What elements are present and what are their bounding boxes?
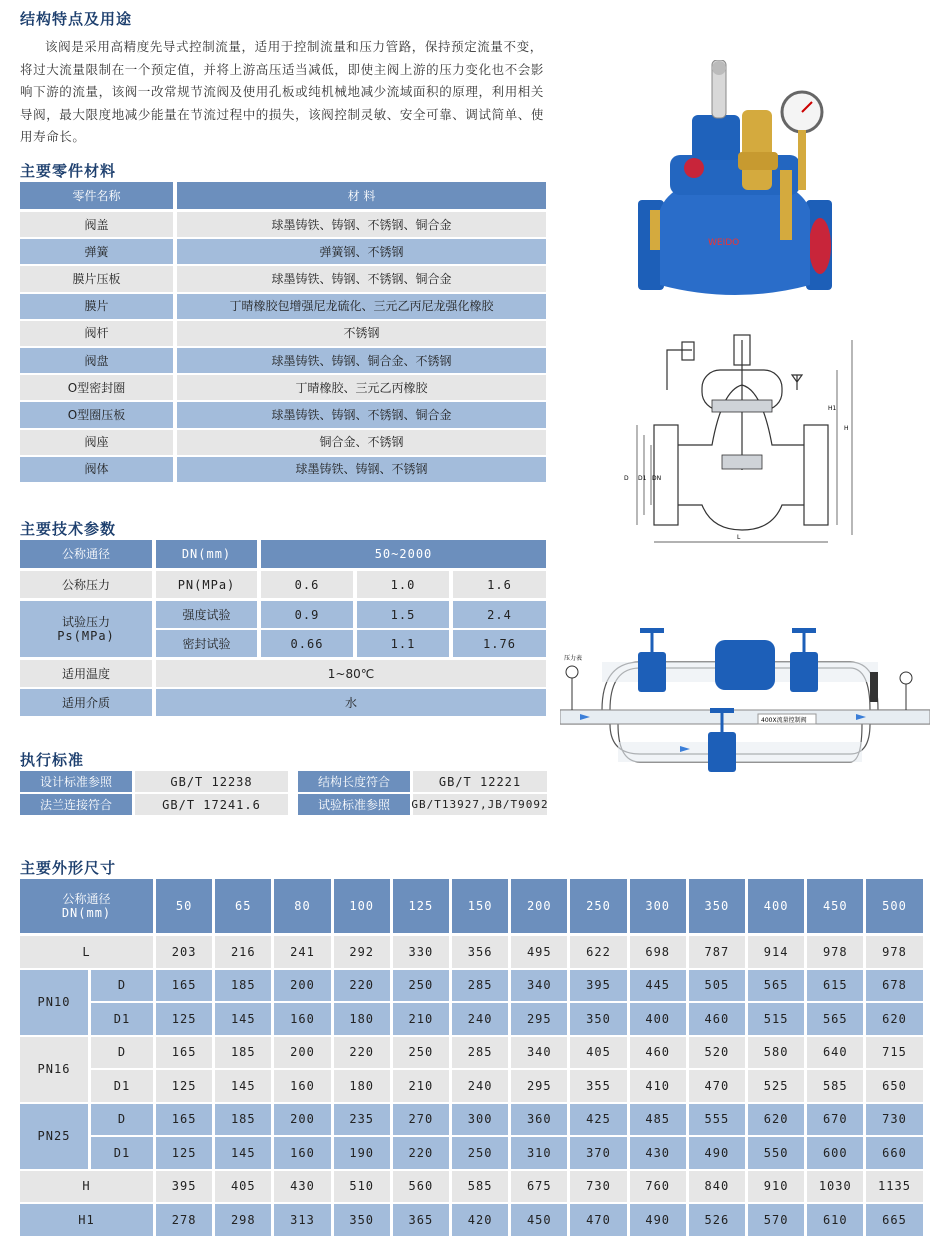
dims-dn-value: 450 bbox=[807, 879, 863, 933]
tech-table bbox=[20, 540, 546, 716]
dims-value: 145 bbox=[215, 1070, 271, 1102]
dims-value: 420 bbox=[452, 1204, 508, 1236]
dims-value: 495 bbox=[511, 936, 567, 968]
dims-value: 350 bbox=[334, 1204, 390, 1236]
dims-value: 470 bbox=[570, 1204, 626, 1236]
dims-value: 1135 bbox=[866, 1171, 922, 1203]
dims-value: 200 bbox=[274, 1037, 330, 1069]
dims-dn-value: 150 bbox=[452, 879, 508, 933]
dims-value: 622 bbox=[570, 936, 626, 968]
dims-table bbox=[20, 879, 924, 1235]
dims-dn-value: 350 bbox=[689, 879, 745, 933]
dims-row-label: H bbox=[20, 1171, 153, 1203]
dims-value: 292 bbox=[334, 936, 390, 968]
dim-label-h1: H1 bbox=[828, 405, 837, 412]
materials-title: 主要零件材料 bbox=[20, 162, 117, 180]
dim-label-l: L bbox=[737, 534, 741, 541]
dims-value: 298 bbox=[215, 1204, 271, 1236]
dims-dn-value: 500 bbox=[866, 879, 922, 933]
dims-value: 300 bbox=[452, 1104, 508, 1136]
dims-dn-value: 200 bbox=[511, 879, 567, 933]
dims-row-label: L bbox=[20, 936, 153, 968]
tech-temp-label: 适用温度 bbox=[20, 660, 152, 687]
dims-value: 730 bbox=[866, 1104, 922, 1136]
dims-value: 405 bbox=[570, 1037, 626, 1069]
material-part-name: 阀盘 bbox=[20, 348, 173, 373]
dims-dn-value: 100 bbox=[334, 879, 390, 933]
dims-sub-label: D bbox=[91, 970, 153, 1002]
dims-value: 240 bbox=[452, 1003, 508, 1035]
dims-value: 978 bbox=[807, 936, 863, 968]
dims-value: 160 bbox=[274, 1137, 330, 1169]
dims-value: 370 bbox=[570, 1137, 626, 1169]
tech-test-pressure-label: 试验压力 bbox=[61, 615, 110, 629]
dims-value: 210 bbox=[393, 1070, 449, 1102]
material-value: 丁晴橡胶、三元乙丙橡胶 bbox=[177, 375, 546, 400]
dims-value: 620 bbox=[866, 1003, 922, 1035]
dims-value: 125 bbox=[156, 1137, 212, 1169]
dims-value: 185 bbox=[215, 1104, 271, 1136]
dims-sub-label: D1 bbox=[91, 1003, 153, 1035]
dims-value: 340 bbox=[511, 1037, 567, 1069]
dims-value: 450 bbox=[511, 1204, 567, 1236]
material-value: 铜合金、不锈钢 bbox=[177, 430, 546, 455]
material-part-name: 弹簧 bbox=[20, 239, 173, 264]
dims-value: 787 bbox=[689, 936, 745, 968]
dims-value: 760 bbox=[630, 1171, 686, 1203]
dims-dn-value: 65 bbox=[215, 879, 271, 933]
dims-value: 460 bbox=[689, 1003, 745, 1035]
dims-value: 165 bbox=[156, 1104, 212, 1136]
dims-value: 405 bbox=[215, 1171, 271, 1203]
dims-value: 278 bbox=[156, 1204, 212, 1236]
dims-value: 295 bbox=[511, 1003, 567, 1035]
standard-value: GB/T 17241.6 bbox=[135, 794, 288, 815]
dims-value: 600 bbox=[807, 1137, 863, 1169]
dims-value: 285 bbox=[452, 970, 508, 1002]
standard-value: GB/T 12238 bbox=[135, 771, 288, 792]
dims-value: 550 bbox=[748, 1137, 804, 1169]
material-value: 丁晴橡胶包增强尼龙硫化、三元乙丙尼龙强化橡胶 bbox=[177, 294, 546, 319]
dims-value: 200 bbox=[274, 1104, 330, 1136]
dims-group-label: PN25 bbox=[20, 1104, 88, 1169]
material-part-name: 阀座 bbox=[20, 430, 173, 455]
dims-value: 430 bbox=[274, 1171, 330, 1203]
tech-pn-value: 1.0 bbox=[357, 571, 449, 598]
dims-value: 356 bbox=[452, 936, 508, 968]
dims-value: 615 bbox=[807, 970, 863, 1002]
material-part-name: 膜片压板 bbox=[20, 266, 173, 291]
material-value: 不锈钢 bbox=[177, 321, 546, 346]
tech-seal-value: 1.1 bbox=[357, 630, 449, 657]
dims-header-unit: DN(mm) bbox=[61, 906, 112, 920]
standard-value: GB/T 12221 bbox=[413, 771, 547, 792]
tech-seal-label: 密封试验 bbox=[156, 630, 257, 657]
tech-pn-value: 1.6 bbox=[453, 571, 546, 598]
dims-dn-value: 80 bbox=[274, 879, 330, 933]
dims-value: 330 bbox=[393, 936, 449, 968]
dims-value: 510 bbox=[334, 1171, 390, 1203]
dims-value: 355 bbox=[570, 1070, 626, 1102]
dims-value: 620 bbox=[748, 1104, 804, 1136]
dims-value: 470 bbox=[689, 1070, 745, 1102]
material-value: 球墨铸铁、铸钢、铜合金、不锈钢 bbox=[177, 348, 546, 373]
dims-value: 125 bbox=[156, 1070, 212, 1102]
dims-value: 670 bbox=[807, 1104, 863, 1136]
dims-value: 400 bbox=[630, 1003, 686, 1035]
material-part-name: 阀体 bbox=[20, 457, 173, 482]
standards-table bbox=[20, 771, 547, 816]
standard-value: GB/T13927,JB/T9092 bbox=[413, 794, 547, 815]
dims-value: 490 bbox=[630, 1204, 686, 1236]
dims-value: 285 bbox=[452, 1037, 508, 1069]
valve-tag: 400X流量控制阀 bbox=[761, 717, 807, 724]
dims-value: 220 bbox=[334, 970, 390, 1002]
dim-label-h: H bbox=[844, 425, 849, 432]
standards-title: 执行标准 bbox=[20, 751, 85, 769]
dims-value: 565 bbox=[748, 970, 804, 1002]
dims-value: 220 bbox=[334, 1037, 390, 1069]
tech-medium-value: 水 bbox=[156, 689, 546, 716]
tech-seal-value: 0.66 bbox=[261, 630, 353, 657]
dims-header-label: 公称通径 bbox=[62, 892, 111, 906]
dims-value: 698 bbox=[630, 936, 686, 968]
dims-value: 145 bbox=[215, 1137, 271, 1169]
dims-value: 145 bbox=[215, 1003, 271, 1035]
dims-value: 240 bbox=[452, 1070, 508, 1102]
tech-temp-value: 1~80℃ bbox=[156, 660, 546, 687]
dims-header bbox=[20, 879, 153, 933]
material-part-name: O型密封圈 bbox=[20, 375, 173, 400]
dims-value: 250 bbox=[393, 1037, 449, 1069]
dims-value: 216 bbox=[215, 936, 271, 968]
dims-value: 200 bbox=[274, 970, 330, 1002]
dims-value: 490 bbox=[689, 1137, 745, 1169]
dims-value: 910 bbox=[748, 1171, 804, 1203]
dims-value: 160 bbox=[274, 1003, 330, 1035]
tech-medium-label: 适用介质 bbox=[20, 689, 152, 716]
tech-test-pressure-unit: Ps(MPa) bbox=[57, 629, 115, 643]
dims-value: 978 bbox=[866, 936, 922, 968]
material-value: 球墨铸铁、铸钢、不锈钢、铜合金 bbox=[177, 266, 546, 291]
dims-value: 250 bbox=[393, 970, 449, 1002]
material-value: 球墨铸铁、铸钢、不锈钢、铜合金 bbox=[177, 402, 546, 427]
valve-photo bbox=[630, 60, 850, 300]
standard-label: 法兰连接符合 bbox=[20, 794, 132, 815]
material-value: 弹簧钢、不锈钢 bbox=[177, 239, 546, 264]
tech-seal-value: 1.76 bbox=[453, 630, 546, 657]
dims-value: 1030 bbox=[807, 1171, 863, 1203]
dims-value: 185 bbox=[215, 1037, 271, 1069]
tech-pressure-label: 公称压力 bbox=[20, 571, 152, 598]
dims-value: 160 bbox=[274, 1070, 330, 1102]
dims-value: 585 bbox=[807, 1070, 863, 1102]
dims-value: 210 bbox=[393, 1003, 449, 1035]
dims-value: 460 bbox=[630, 1037, 686, 1069]
dims-value: 665 bbox=[866, 1204, 922, 1236]
dims-value: 241 bbox=[274, 936, 330, 968]
dim-label-d: D bbox=[624, 475, 629, 482]
materials-table bbox=[20, 182, 546, 484]
tech-pn-value: 0.6 bbox=[261, 571, 353, 598]
material-part-name: O型圈压板 bbox=[20, 402, 173, 427]
dims-group-label: PN10 bbox=[20, 970, 88, 1035]
dims-value: 165 bbox=[156, 1037, 212, 1069]
dims-value: 715 bbox=[866, 1037, 922, 1069]
dims-value: 526 bbox=[689, 1204, 745, 1236]
dims-value: 360 bbox=[511, 1104, 567, 1136]
dims-value: 675 bbox=[511, 1171, 567, 1203]
dims-sub-label: D1 bbox=[91, 1137, 153, 1169]
material-value: 球墨铸铁、铸钢、不锈钢 bbox=[177, 457, 546, 482]
dims-value: 610 bbox=[807, 1204, 863, 1236]
dims-dn-value: 125 bbox=[393, 879, 449, 933]
dims-value: 585 bbox=[452, 1171, 508, 1203]
dims-value: 313 bbox=[274, 1204, 330, 1236]
dims-value: 395 bbox=[156, 1171, 212, 1203]
dims-value: 235 bbox=[334, 1104, 390, 1136]
dims-value: 425 bbox=[570, 1104, 626, 1136]
material-value: 球墨铸铁、铸钢、不锈钢、铜合金 bbox=[177, 212, 546, 237]
section-diagram bbox=[622, 330, 862, 550]
dims-value: 410 bbox=[630, 1070, 686, 1102]
dims-value: 365 bbox=[393, 1204, 449, 1236]
dims-value: 678 bbox=[866, 970, 922, 1002]
materials-header-material: 材 料 bbox=[177, 182, 546, 209]
dims-value: 125 bbox=[156, 1003, 212, 1035]
tech-strength-label: 强度试验 bbox=[156, 601, 257, 628]
dims-value: 340 bbox=[511, 970, 567, 1002]
tech-nominal-dia-label: 公称通径 bbox=[20, 540, 152, 568]
dims-value: 203 bbox=[156, 936, 212, 968]
dims-value: 580 bbox=[748, 1037, 804, 1069]
dims-value: 165 bbox=[156, 970, 212, 1002]
dims-value: 570 bbox=[748, 1204, 804, 1236]
dims-sub-label: D1 bbox=[91, 1070, 153, 1102]
dims-value: 640 bbox=[807, 1037, 863, 1069]
dims-value: 190 bbox=[334, 1137, 390, 1169]
dims-dn-value: 250 bbox=[570, 879, 626, 933]
dims-value: 525 bbox=[748, 1070, 804, 1102]
dims-value: 520 bbox=[689, 1037, 745, 1069]
dims-title: 主要外形尺寸 bbox=[20, 859, 117, 877]
tech-title: 主要技术参数 bbox=[20, 520, 117, 538]
dims-value: 730 bbox=[570, 1171, 626, 1203]
gauge-label: 压力表 bbox=[564, 655, 583, 662]
tech-strength-value: 2.4 bbox=[453, 601, 546, 628]
dims-value: 840 bbox=[689, 1171, 745, 1203]
dims-value: 250 bbox=[452, 1137, 508, 1169]
svg-text:WEIDO: WEIDO bbox=[708, 238, 740, 248]
installation-diagram bbox=[560, 622, 930, 772]
dims-value: 270 bbox=[393, 1104, 449, 1136]
dims-value: 445 bbox=[630, 970, 686, 1002]
dims-value: 220 bbox=[393, 1137, 449, 1169]
dims-row-label: H1 bbox=[20, 1204, 153, 1236]
material-part-name: 阀杆 bbox=[20, 321, 173, 346]
dims-value: 660 bbox=[866, 1137, 922, 1169]
tech-dn-unit: DN(mm) bbox=[156, 540, 257, 568]
tech-test-pressure bbox=[20, 601, 152, 657]
dims-group-label: PN16 bbox=[20, 1037, 88, 1102]
structure-text: 该阀是采用高精度先导式控制流量，适用于控制流量和压力管路，保持预定流量不变，将过大流量限制在一个预定值，并将上游高压适当减低，即使主阀上游的压力变化也不会影响下游的流量，该阀一改常规节流阀及使用孔板或纯机械地减少流域面积的原理，利用相关导阀，最大限度地减少能量在节流过程中的损失，该阀控制灵敏、安全可靠、调试简单、使用寿命长。 bbox=[20, 39, 545, 144]
dims-sub-label: D bbox=[91, 1104, 153, 1136]
dim-label-dn: DN bbox=[652, 475, 662, 482]
dims-value: 295 bbox=[511, 1070, 567, 1102]
dims-value: 180 bbox=[334, 1003, 390, 1035]
dims-value: 485 bbox=[630, 1104, 686, 1136]
tech-pn-unit: PN(MPa) bbox=[156, 571, 257, 598]
dims-value: 650 bbox=[866, 1070, 922, 1102]
dims-value: 310 bbox=[511, 1137, 567, 1169]
dims-value: 180 bbox=[334, 1070, 390, 1102]
dims-dn-value: 50 bbox=[156, 879, 212, 933]
tech-dn-range: 50~2000 bbox=[261, 540, 546, 568]
dims-value: 395 bbox=[570, 970, 626, 1002]
dims-value: 505 bbox=[689, 970, 745, 1002]
standard-label: 试验标准参照 bbox=[298, 794, 410, 815]
standard-label: 设计标准参照 bbox=[20, 771, 132, 792]
dims-value: 185 bbox=[215, 970, 271, 1002]
structure-title: 结构特点及用途 bbox=[20, 10, 133, 28]
dims-value: 914 bbox=[748, 936, 804, 968]
dims-value: 430 bbox=[630, 1137, 686, 1169]
materials-header-part: 零件名称 bbox=[20, 182, 173, 209]
tech-strength-value: 1.5 bbox=[357, 601, 449, 628]
dims-value: 560 bbox=[393, 1171, 449, 1203]
dims-sub-label: D bbox=[91, 1037, 153, 1069]
dims-dn-value: 300 bbox=[630, 879, 686, 933]
dims-value: 515 bbox=[748, 1003, 804, 1035]
dims-value: 350 bbox=[570, 1003, 626, 1035]
material-part-name: 阀盖 bbox=[20, 212, 173, 237]
tech-strength-value: 0.9 bbox=[261, 601, 353, 628]
dims-dn-value: 400 bbox=[748, 879, 804, 933]
dims-value: 555 bbox=[689, 1104, 745, 1136]
standard-label: 结构长度符合 bbox=[298, 771, 410, 792]
dims-value: 565 bbox=[807, 1003, 863, 1035]
dim-label-d1: D1 bbox=[638, 475, 647, 482]
material-part-name: 膜片 bbox=[20, 294, 173, 319]
